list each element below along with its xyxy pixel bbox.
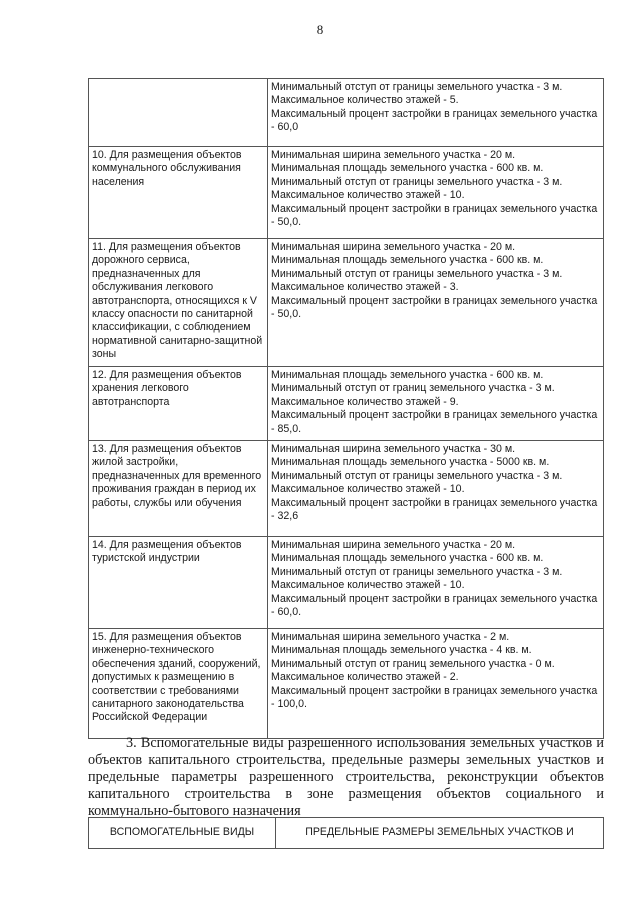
parameter-line: Минимальный отступ от границы земельного участка - 3 м. (271, 469, 563, 482)
section-heading (88, 735, 604, 820)
parameters-cell (268, 629, 604, 739)
use-type-line: хранения легкового (92, 382, 189, 395)
parameters-cell (268, 537, 604, 629)
parameter-line: Максимальный процент застройки в границах земельного участка (271, 107, 598, 120)
use-type-line: обеспечения зданий, сооружений, (92, 657, 261, 670)
parameter-line: Максимальный процент застройки в границах земельного участка (271, 202, 598, 215)
use-type-cell (89, 629, 268, 739)
parameter-line: Минимальный отступ от границы земельного участка - 3 м. (271, 267, 563, 280)
parameters-table (88, 78, 604, 739)
use-type-cell (89, 79, 268, 147)
use-type-line: автотранспорта (92, 395, 170, 408)
use-type-line: зоны (92, 348, 117, 361)
use-type-line: коммунального обслуживания (92, 162, 241, 175)
use-type-line: 15. Для размещения объектов (92, 631, 242, 643)
parameter-line: - 50,0. (271, 216, 302, 229)
page-number: 8 (316, 22, 324, 37)
parameter-line: Максимальное количество этажей - 10. (271, 189, 465, 202)
use-type-cell (89, 537, 268, 629)
use-type-line: 14. Для размещения объектов (92, 539, 242, 551)
parameters-cell (268, 79, 604, 147)
parameter-line: - 50,0. (271, 308, 302, 321)
parameter-line: Минимальная площадь земельного участка - 4 кв. м. (271, 644, 532, 657)
parameter-line: Минимальная площадь земельного участка - 600 кв. м. (271, 552, 544, 565)
parameters-cell (268, 441, 604, 537)
use-type-line: соответствии с требованиями (92, 684, 239, 697)
parameter-line: Максимальное количество этажей - 5. (271, 94, 459, 107)
use-type-line: Российской Федерации (92, 711, 208, 724)
table-row (89, 367, 604, 441)
use-type-cell (89, 367, 268, 441)
use-type-line: работы, службы или обучения (92, 496, 242, 509)
auxiliary-uses-table-header (88, 817, 604, 849)
use-type-line: нормативной санитарно-защитной (92, 334, 263, 347)
parameter-line: Минимальная площадь земельного участка - 600 кв. м. (271, 369, 544, 381)
parameter-line: Минимальная площадь земельного участка - 600 кв. м. (271, 162, 544, 175)
parameter-line: Минимальная площадь земельного участка - 600 кв. м. (271, 254, 544, 267)
use-type-cell (89, 239, 268, 367)
parameter-line: Минимальная ширина земельного участка - 20 м. (271, 241, 516, 253)
use-type-cell (89, 441, 268, 537)
parameters-cell (268, 367, 604, 441)
use-type-line: проживания граждан в период их (92, 483, 256, 496)
parameter-line: Максимальный процент застройки в границах земельного участка (271, 496, 598, 509)
parameter-line: Максимальное количество этажей - 10. (271, 579, 465, 592)
parameter-line: Максимальный процент застройки в границах земельного участка (271, 409, 598, 422)
parameter-line: Минимальная площадь земельного участка - 5000 кв. м. (271, 456, 550, 469)
parameter-line: Минимальный отступ от границ земельного участка - 3 м. (271, 382, 555, 395)
use-type-line: 10. Для размещения объектов (92, 149, 242, 161)
parameter-line: Максимальное количество этажей - 2. (271, 671, 459, 684)
parameter-line: Минимальный отступ от границы земельного участка - 3 м. (271, 81, 563, 93)
parameter-line: - 85,0. (271, 422, 302, 435)
use-type-cell (89, 147, 268, 239)
parameter-line: Максимальное количество этажей - 9. (271, 395, 459, 408)
parameter-line: Минимальная ширина земельного участка - 20 м. (271, 539, 516, 551)
use-type-line: автотранспорта, относящихся к V (92, 294, 257, 307)
parameter-line: - 60,0. (271, 606, 302, 619)
parameter-line: Минимальная ширина земельного участка - 30 м. (271, 443, 516, 455)
parameter-line: Минимальный отступ от границы земельного участка - 3 м. (271, 565, 563, 578)
use-type-line: жилой застройки, (92, 456, 179, 469)
table-row (89, 147, 604, 239)
table-body (89, 79, 604, 739)
use-type-line: предназначенных для (92, 267, 201, 280)
use-type-line: 12. Для размещения объектов (92, 369, 242, 381)
use-type-line: допустимых к размещению в (92, 671, 235, 684)
table-row (89, 629, 604, 739)
parameter-line: - 32,6 (271, 510, 299, 523)
use-type-line: дорожного сервиса, (92, 254, 190, 267)
use-type-line: инженерно-технического (92, 644, 214, 657)
table-row (89, 239, 604, 367)
parameter-line: - 60,0 (271, 121, 299, 134)
use-type-line: классификации, с соблюдением (92, 321, 251, 334)
use-type-line: санитарного законодательства (92, 698, 244, 711)
use-type-line: населения (92, 175, 145, 188)
parameter-line: Максимальный процент застройки в границах земельного участка (271, 684, 598, 697)
header-col-auxiliary-uses: ВСПОМОГАТЕЛЬНЫЕ ВИДЫ (89, 818, 276, 849)
parameter-line: Максимальное количество этажей - 3. (271, 281, 459, 294)
use-type-line: классу опасности по санитарной (92, 308, 253, 321)
use-type-line: предназначенных для временного (92, 469, 262, 482)
use-type-line: 13. Для размещения объектов (92, 443, 242, 455)
parameter-line: Минимальная ширина земельного участка - 20 м. (271, 149, 516, 161)
table-row (89, 537, 604, 629)
parameter-line: - 100,0. (271, 698, 307, 711)
table-row (89, 79, 604, 147)
use-type-line: обслуживания легкового (92, 281, 214, 294)
parameter-line: Минимальный отступ от границ земельного участка - 0 м. (271, 657, 555, 670)
header-row (89, 818, 604, 849)
header-col-limit-sizes: ПРЕДЕЛЬНЫЕ РАЗМЕРЫ ЗЕМЕЛЬНЫХ УЧАСТКОВ И (276, 818, 604, 849)
parameter-line: Максимальный процент застройки в границах земельного участка (271, 294, 598, 307)
parameters-cell (268, 147, 604, 239)
parameters-cell (268, 239, 604, 367)
use-type-line: туристской индустрии (92, 552, 200, 565)
section-heading-text: 3. Вспомогательные виды разрешенного использования земельных участков и объектов капитального строительства, предельные размеры земельных участков и предельные параметры разрешенного строительства, реконструкции объектов капитального строительства в зоне размещения объектов социального и коммунально-бытового назначения (88, 735, 604, 819)
parameter-line: Минимальная ширина земельного участка - 2 м. (271, 631, 510, 643)
parameter-line: Максимальный процент застройки в границах земельного участка (271, 592, 598, 605)
table-row (89, 441, 604, 537)
use-type-line: 11. Для размещения объектов (92, 241, 241, 253)
parameter-line: Максимальное количество этажей - 10. (271, 483, 465, 496)
parameter-line: Минимальный отступ от границы земельного участка - 3 м. (271, 175, 563, 188)
